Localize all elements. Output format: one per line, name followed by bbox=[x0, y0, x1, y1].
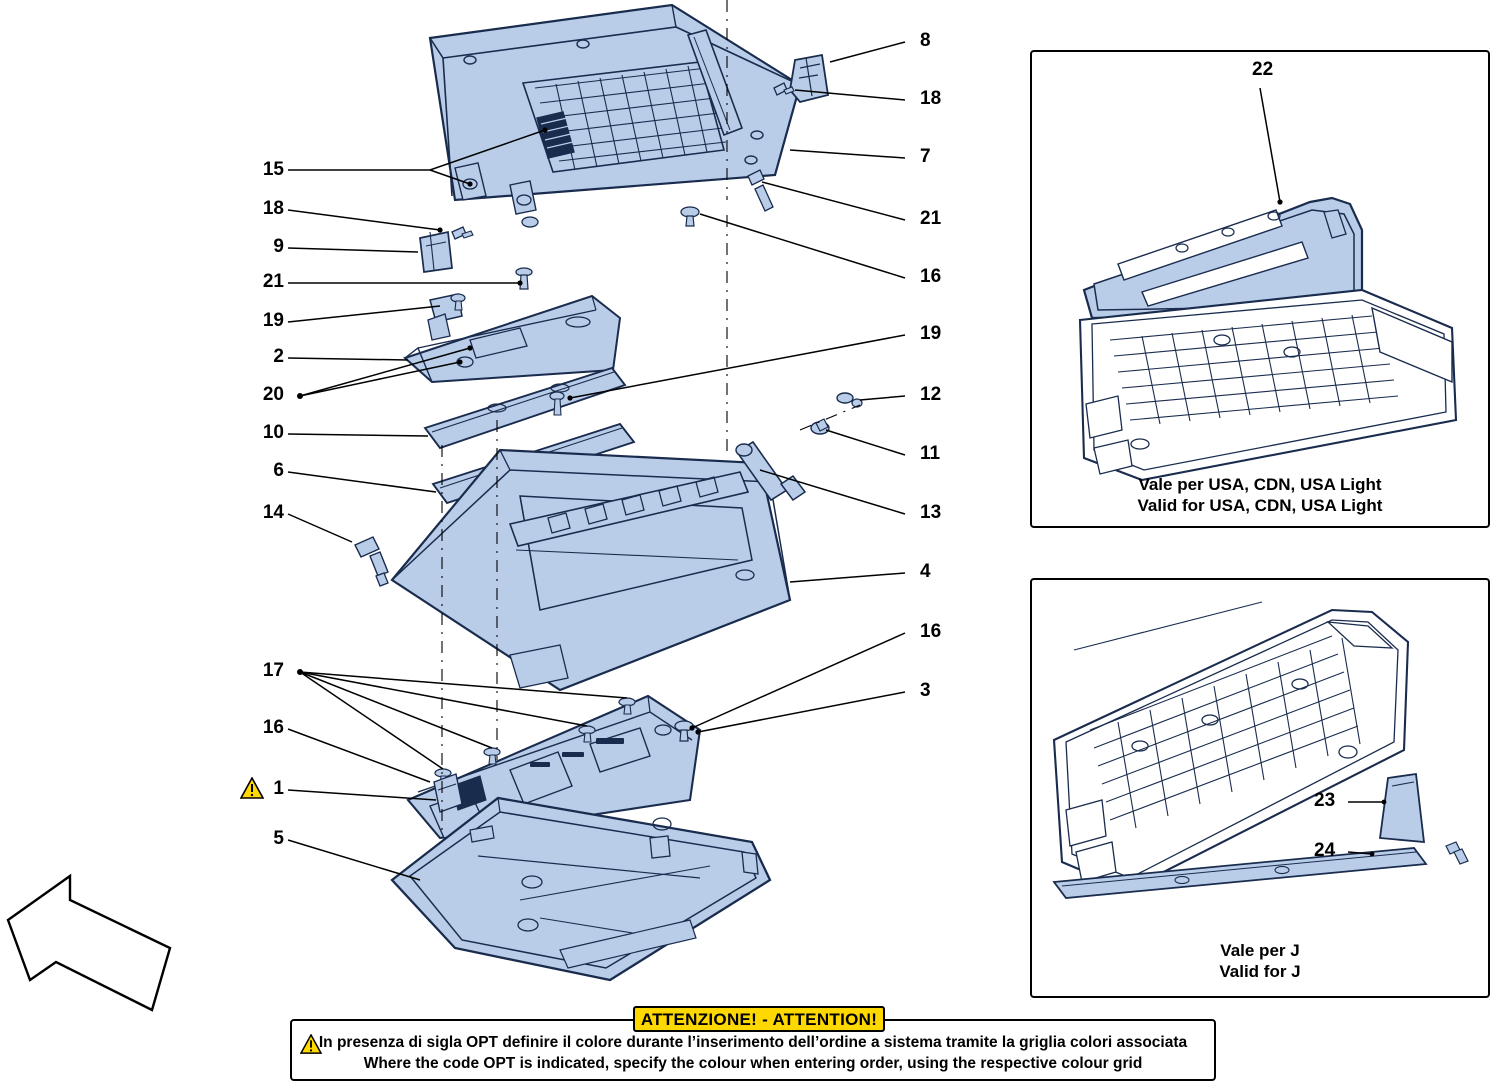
inset-j-panel bbox=[1054, 602, 1408, 890]
callout-23: 23 bbox=[1314, 790, 1336, 811]
callout-16-mid-right: 16 bbox=[920, 621, 942, 642]
callout-18-right: 18 bbox=[920, 88, 942, 109]
inset-j-drawing bbox=[1032, 580, 1488, 996]
callout-2: 2 bbox=[273, 346, 284, 367]
callout-13: 13 bbox=[920, 502, 942, 523]
inset-j-caption-en: Valid for J bbox=[1219, 961, 1301, 981]
inset-usa-caption-it: Vale per USA, CDN, USA Light bbox=[1138, 474, 1382, 494]
callout-16-top-right: 16 bbox=[920, 266, 942, 287]
callout-4: 4 bbox=[920, 561, 931, 582]
callout-18-left: 18 bbox=[262, 198, 284, 219]
part-21-screw-left bbox=[516, 268, 532, 289]
callout-21-right: 21 bbox=[920, 208, 942, 229]
callout-10: 10 bbox=[262, 422, 284, 443]
callout-11: 11 bbox=[920, 443, 941, 464]
callout-5: 5 bbox=[273, 828, 284, 849]
callout-17: 17 bbox=[262, 660, 284, 681]
orientation-arrow bbox=[8, 876, 170, 1010]
callout-6: 6 bbox=[273, 460, 284, 481]
inset-j-caption bbox=[1032, 940, 1488, 983]
callout-9: 9 bbox=[273, 236, 284, 257]
inset-usa-caption-en: Valid for USA, CDN, USA Light bbox=[1137, 495, 1383, 515]
part-23-wedge bbox=[1380, 774, 1424, 842]
callout-19-left: 19 bbox=[262, 310, 284, 331]
callout-3: 3 bbox=[920, 680, 931, 701]
inset-usa-caption bbox=[1032, 474, 1488, 517]
attention-text-it: In presenza di sigla OPT definire il colore durante l’inserimento dell’ordine a sistema tramite la griglia colori associata bbox=[318, 1034, 1188, 1051]
callout-19-right: 19 bbox=[920, 323, 942, 344]
inset-j bbox=[1030, 578, 1490, 998]
callout-22: 22 bbox=[1252, 59, 1274, 80]
inset-panel bbox=[1080, 290, 1456, 480]
inset-usa-drawing bbox=[1032, 52, 1488, 526]
inset-j-caption-it: Vale per J bbox=[1220, 940, 1300, 960]
callout-7: 7 bbox=[920, 146, 931, 167]
callout-12: 12 bbox=[920, 384, 942, 405]
callout-21-left: 21 bbox=[262, 271, 284, 292]
callout-16-left: 16 bbox=[262, 717, 284, 738]
part-8-bracket bbox=[790, 55, 828, 102]
callout-20: 20 bbox=[262, 384, 284, 405]
part-16-screw-top bbox=[681, 207, 699, 226]
part-14-pin bbox=[355, 537, 388, 586]
callout-8: 8 bbox=[920, 30, 931, 51]
part-12-clip bbox=[837, 393, 862, 407]
part-18-screw-left bbox=[452, 227, 473, 239]
part-9-bracket bbox=[420, 232, 452, 272]
part-2-bracket bbox=[405, 294, 620, 382]
callout-14: 14 bbox=[262, 502, 284, 523]
attention-title: ATTENZIONE! - ATTENTION! bbox=[633, 1006, 885, 1032]
part-11-bushing bbox=[811, 419, 829, 434]
inset-usa-cdn bbox=[1030, 50, 1490, 528]
callout-15: 15 bbox=[262, 159, 284, 180]
attention-text-en: Where the code OPT is indicated, specify the colour when entering order, using the respective colour grid bbox=[363, 1055, 1143, 1072]
callout-1: 1 bbox=[273, 778, 284, 799]
callout-24: 24 bbox=[1314, 840, 1336, 861]
part-7-upper-panel bbox=[430, 5, 800, 227]
